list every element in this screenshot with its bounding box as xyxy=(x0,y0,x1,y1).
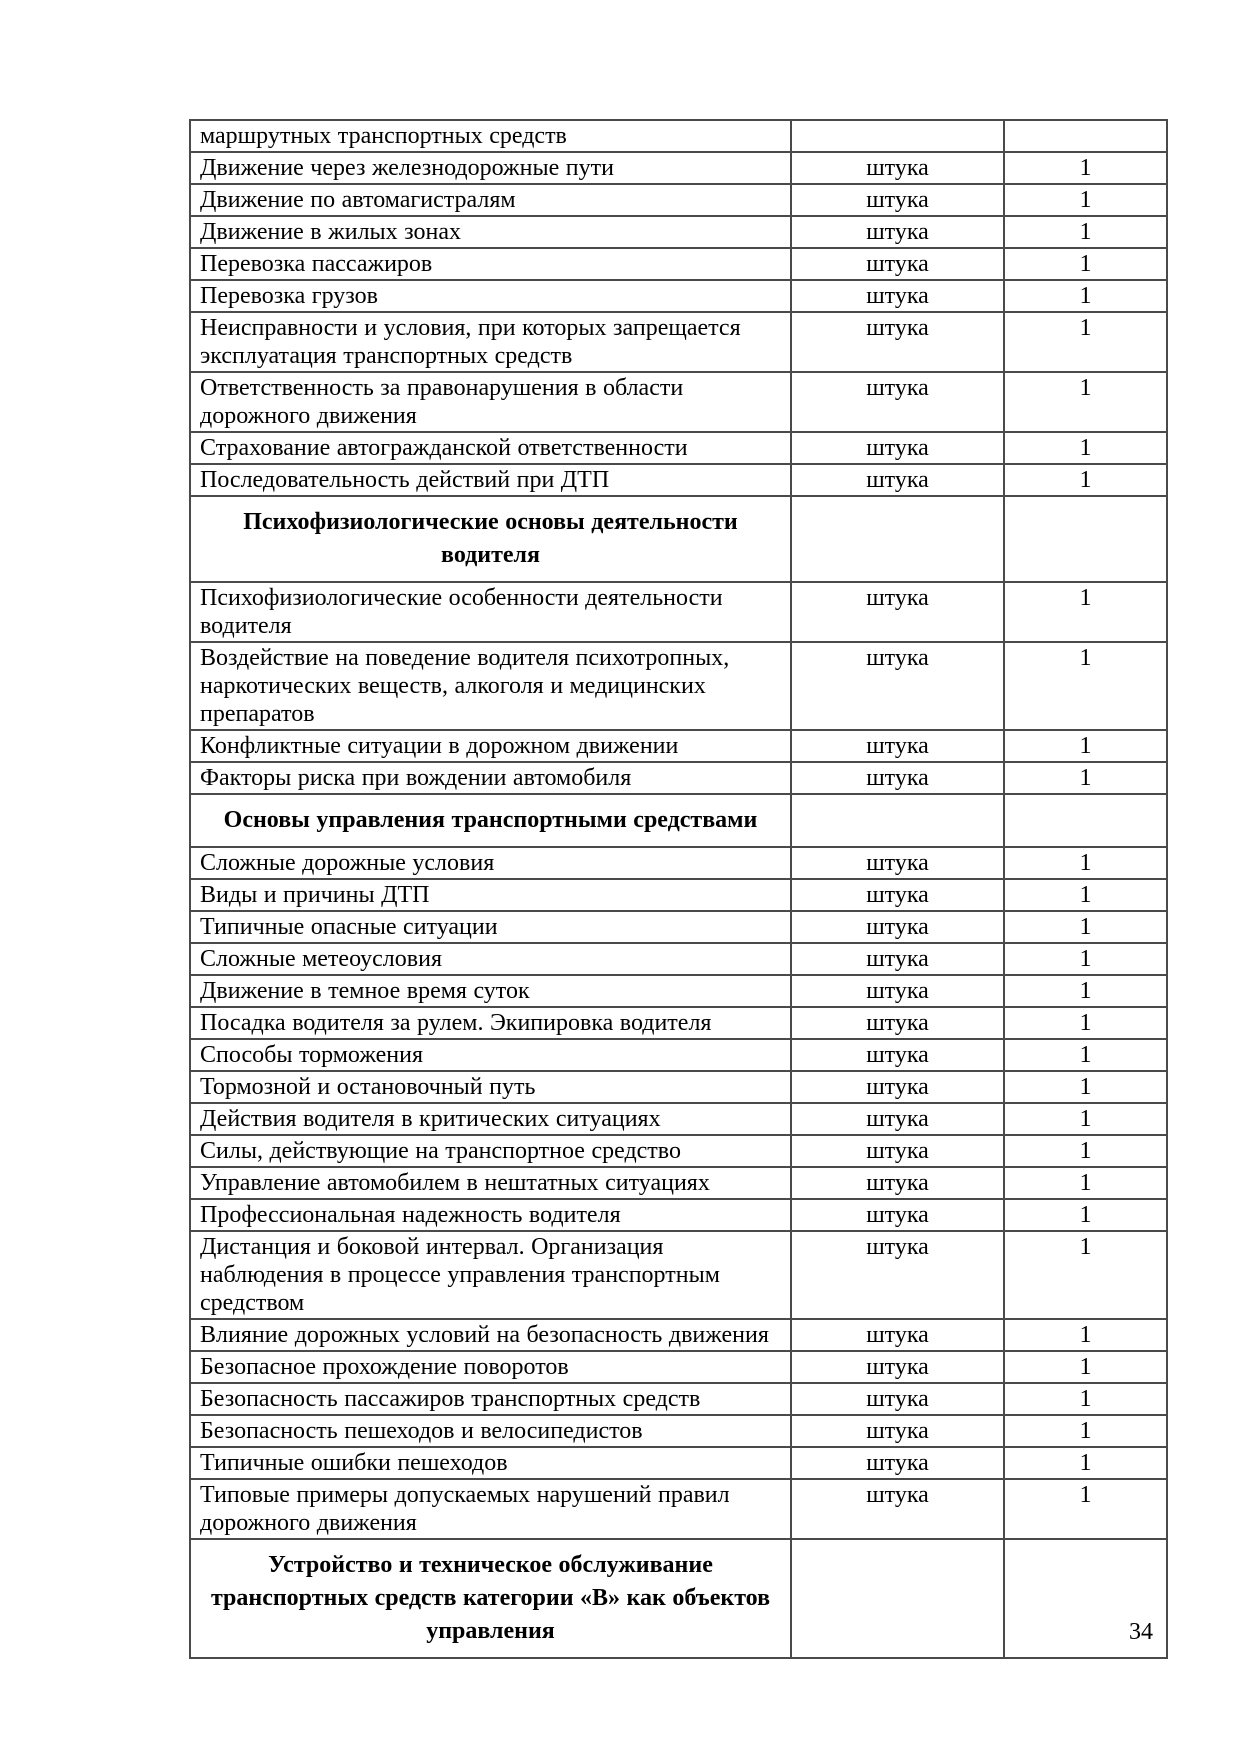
table-row xyxy=(190,1447,1167,1479)
unit-cell xyxy=(791,1539,1004,1658)
topic-cell: Факторы риска при вождении автомобиля xyxy=(190,762,791,794)
unit-cell xyxy=(791,794,1004,847)
topic-cell: Сложные метеоусловия xyxy=(190,943,791,975)
table-row xyxy=(190,582,1167,642)
table-row xyxy=(190,496,1167,582)
qty-cell: 1 xyxy=(1004,879,1167,911)
topic-cell: Конфликтные ситуации в дорожном движении xyxy=(190,730,791,762)
topic-cell: Типичные опасные ситуации xyxy=(190,911,791,943)
unit-cell: штука xyxy=(791,1447,1004,1479)
table-row xyxy=(190,911,1167,943)
topic-cell: Сложные дорожные условия xyxy=(190,847,791,879)
table-row xyxy=(190,372,1167,432)
table-row xyxy=(190,1199,1167,1231)
table-row xyxy=(190,943,1167,975)
unit-cell: штука xyxy=(791,1351,1004,1383)
topic-cell: Психофизиологические особенности деятельности водителя xyxy=(190,582,791,642)
qty-cell: 1 xyxy=(1004,1319,1167,1351)
curriculum-table-body xyxy=(190,120,1167,1658)
qty-cell: 1 xyxy=(1004,1071,1167,1103)
qty-cell xyxy=(1004,496,1167,582)
table-row xyxy=(190,975,1167,1007)
qty-cell: 1 xyxy=(1004,1415,1167,1447)
qty-cell: 1 xyxy=(1004,312,1167,372)
table-row xyxy=(190,216,1167,248)
unit-cell: штука xyxy=(791,1199,1004,1231)
topic-cell: Безопасность пешеходов и велосипедистов xyxy=(190,1415,791,1447)
qty-cell: 1 xyxy=(1004,1231,1167,1319)
qty-cell: 1 xyxy=(1004,464,1167,496)
unit-cell: штука xyxy=(791,280,1004,312)
unit-cell: штука xyxy=(791,1415,1004,1447)
unit-cell: штука xyxy=(791,248,1004,280)
unit-cell: штука xyxy=(791,1319,1004,1351)
unit-cell: штука xyxy=(791,1167,1004,1199)
table-row xyxy=(190,120,1167,152)
topic-cell: Движение в жилых зонах xyxy=(190,216,791,248)
unit-cell: штука xyxy=(791,943,1004,975)
qty-cell: 1 xyxy=(1004,1351,1167,1383)
qty-cell: 1 xyxy=(1004,642,1167,730)
unit-cell: штука xyxy=(791,1103,1004,1135)
topic-cell: Действия водителя в критических ситуациях xyxy=(190,1103,791,1135)
table-row xyxy=(190,762,1167,794)
topic-cell: Безопасность пассажиров транспортных средств xyxy=(190,1383,791,1415)
unit-cell: штука xyxy=(791,184,1004,216)
qty-cell: 1 xyxy=(1004,943,1167,975)
topic-cell: Ответственность за правонарушения в области дорожного движения xyxy=(190,372,791,432)
table-row xyxy=(190,184,1167,216)
topic-cell: Последовательность действий при ДТП xyxy=(190,464,791,496)
qty-cell: 1 xyxy=(1004,1167,1167,1199)
unit-cell: штука xyxy=(791,216,1004,248)
unit-cell: штука xyxy=(791,911,1004,943)
unit-cell: штука xyxy=(791,152,1004,184)
unit-cell: штука xyxy=(791,975,1004,1007)
qty-cell: 1 xyxy=(1004,248,1167,280)
unit-cell: штука xyxy=(791,1007,1004,1039)
qty-cell: 1 xyxy=(1004,1135,1167,1167)
unit-cell: штука xyxy=(791,762,1004,794)
qty-cell: 1 xyxy=(1004,1103,1167,1135)
topic-cell: Управление автомобилем в нештатных ситуациях xyxy=(190,1167,791,1199)
qty-cell: 1 xyxy=(1004,975,1167,1007)
table-row xyxy=(190,464,1167,496)
table-row xyxy=(190,280,1167,312)
unit-cell: штука xyxy=(791,1231,1004,1319)
unit-cell: штука xyxy=(791,372,1004,432)
table-row xyxy=(190,1167,1167,1199)
table-row xyxy=(190,879,1167,911)
topic-cell: Посадка водителя за рулем. Экипировка водителя xyxy=(190,1007,791,1039)
table-row xyxy=(190,1539,1167,1658)
table-row xyxy=(190,1103,1167,1135)
table-row xyxy=(190,1039,1167,1071)
topic-cell: Перевозка грузов xyxy=(190,280,791,312)
table-row xyxy=(190,794,1167,847)
qty-cell: 1 xyxy=(1004,582,1167,642)
topic-cell: Психофизиологические основы деятельности водителя xyxy=(190,496,791,582)
qty-cell: 1 xyxy=(1004,1199,1167,1231)
topic-cell: Основы управления транспортными средствами xyxy=(190,794,791,847)
unit-cell: штука xyxy=(791,730,1004,762)
topic-cell: Страхование автогражданской ответственности xyxy=(190,432,791,464)
qty-cell: 1 xyxy=(1004,762,1167,794)
unit-cell: штука xyxy=(791,432,1004,464)
table-row xyxy=(190,1319,1167,1351)
topic-cell: Безопасное прохождение поворотов xyxy=(190,1351,791,1383)
unit-cell: штука xyxy=(791,1135,1004,1167)
table-row xyxy=(190,432,1167,464)
topic-cell: Влияние дорожных условий на безопасность движения xyxy=(190,1319,791,1351)
topic-cell: Дистанция и боковой интервал. Организация наблюдения в процессе управления транспортным средством xyxy=(190,1231,791,1319)
qty-cell: 1 xyxy=(1004,152,1167,184)
topic-cell: Способы торможения xyxy=(190,1039,791,1071)
qty-cell: 1 xyxy=(1004,1039,1167,1071)
topic-cell: Перевозка пассажиров xyxy=(190,248,791,280)
qty-cell: 1 xyxy=(1004,280,1167,312)
qty-cell xyxy=(1004,794,1167,847)
unit-cell: штука xyxy=(791,879,1004,911)
table-row xyxy=(190,642,1167,730)
table-row xyxy=(190,1231,1167,1319)
topic-cell: Движение в темное время суток xyxy=(190,975,791,1007)
qty-cell: 1 xyxy=(1004,1007,1167,1039)
qty-cell: 1 xyxy=(1004,847,1167,879)
table-row xyxy=(190,1135,1167,1167)
topic-cell: Типичные ошибки пешеходов xyxy=(190,1447,791,1479)
table-row xyxy=(190,1415,1167,1447)
table-row xyxy=(190,1383,1167,1415)
unit-cell xyxy=(791,120,1004,152)
topic-cell: маршрутных транспортных средств xyxy=(190,120,791,152)
curriculum-table xyxy=(189,119,1168,1659)
qty-cell: 1 xyxy=(1004,1447,1167,1479)
unit-cell xyxy=(791,496,1004,582)
unit-cell: штука xyxy=(791,1071,1004,1103)
table-row xyxy=(190,152,1167,184)
unit-cell: штука xyxy=(791,1479,1004,1539)
table-row xyxy=(190,312,1167,372)
table-row xyxy=(190,248,1167,280)
qty-cell: 1 xyxy=(1004,911,1167,943)
unit-cell: штука xyxy=(791,847,1004,879)
topic-cell: Движение по автомагистралям xyxy=(190,184,791,216)
qty-cell xyxy=(1004,120,1167,152)
table-row xyxy=(190,1351,1167,1383)
qty-cell: 1 xyxy=(1004,184,1167,216)
table-row xyxy=(190,1007,1167,1039)
qty-cell: 1 xyxy=(1004,1479,1167,1539)
topic-cell: Виды и причины ДТП xyxy=(190,879,791,911)
unit-cell: штука xyxy=(791,1039,1004,1071)
unit-cell: штука xyxy=(791,464,1004,496)
table-row xyxy=(190,1479,1167,1539)
topic-cell: Движение через железнодорожные пути xyxy=(190,152,791,184)
qty-cell: 1 xyxy=(1004,1383,1167,1415)
topic-cell: Тормозной и остановочный путь xyxy=(190,1071,791,1103)
topic-cell: Воздействие на поведение водителя психотропных, наркотических веществ, алкоголя и медицинских препаратов xyxy=(190,642,791,730)
page-number: 34 xyxy=(1129,1619,1153,1645)
topic-cell: Устройство и техническое обслуживание транспортных средств категории «В» как объектов управления xyxy=(190,1539,791,1658)
topic-cell: Силы, действующие на транспортное средство xyxy=(190,1135,791,1167)
unit-cell: штука xyxy=(791,642,1004,730)
qty-cell: 1 xyxy=(1004,372,1167,432)
table-row xyxy=(190,847,1167,879)
unit-cell: штука xyxy=(791,1383,1004,1415)
topic-cell: Типовые примеры допускаемых нарушений правил дорожного движения xyxy=(190,1479,791,1539)
unit-cell: штука xyxy=(791,312,1004,372)
table-row xyxy=(190,1071,1167,1103)
qty-cell: 1 xyxy=(1004,432,1167,464)
qty-cell: 1 xyxy=(1004,730,1167,762)
table-row xyxy=(190,730,1167,762)
qty-cell: 1 xyxy=(1004,216,1167,248)
topic-cell: Неисправности и условия, при которых запрещается эксплуатация транспортных средств xyxy=(190,312,791,372)
topic-cell: Профессиональная надежность водителя xyxy=(190,1199,791,1231)
unit-cell: штука xyxy=(791,582,1004,642)
